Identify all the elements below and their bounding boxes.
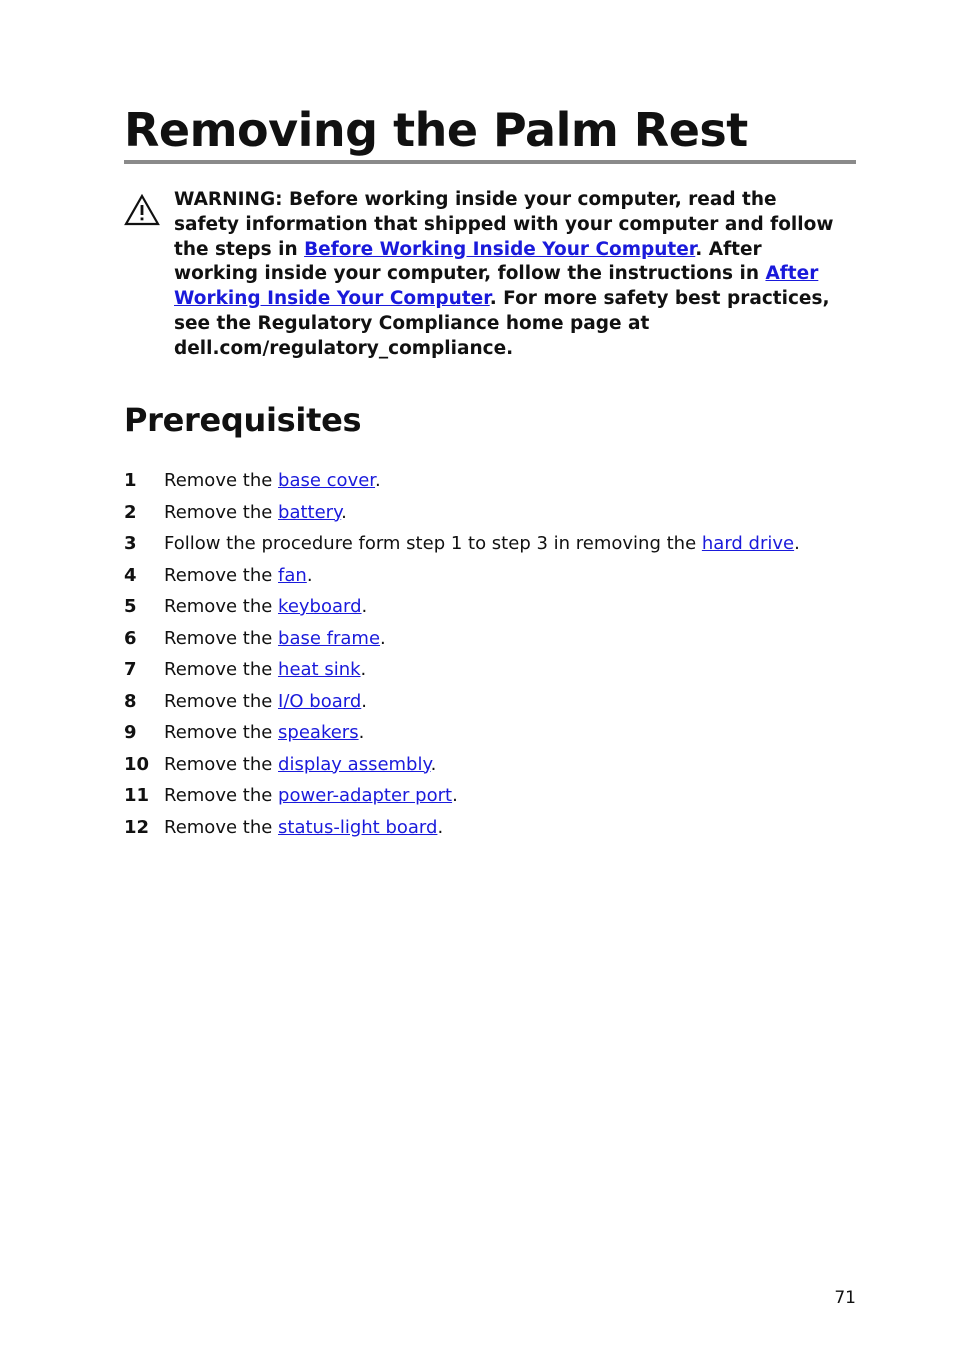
step-suffix: . <box>361 596 368 617</box>
step-text <box>164 686 367 718</box>
step-number: 8 <box>124 690 137 712</box>
step-link[interactable]: base cover <box>278 470 376 491</box>
step-prefix: Remove the <box>164 501 279 523</box>
step-number: 1 <box>124 470 137 491</box>
step-prefix: Remove the <box>164 564 279 586</box>
step-link[interactable]: hard drive <box>701 533 795 554</box>
step-link[interactable]: status-light board <box>278 816 438 838</box>
step-text <box>164 749 436 781</box>
step-number: 10 <box>124 753 150 775</box>
list-item <box>124 528 856 560</box>
warning-text-part: WARNING: Before working inside your computer, read the safety information that shipped with your computer and follow the steps in <box>174 189 834 260</box>
step-prefix: Remove the <box>164 722 279 743</box>
step-number: 2 <box>124 501 137 523</box>
step-text <box>164 591 367 623</box>
step-prefix: Remove the <box>164 596 279 617</box>
title-divider <box>124 160 856 164</box>
step-suffix: . <box>437 816 444 838</box>
after-working-link[interactable]: After Working Inside Your Computer <box>174 263 819 310</box>
step-number: 7 <box>124 659 137 680</box>
step-number: 11 <box>124 785 150 806</box>
step-text <box>164 465 381 497</box>
step-link[interactable]: speakers <box>278 722 359 743</box>
list-item <box>124 623 856 655</box>
step-number: 12 <box>124 816 150 838</box>
step-link[interactable]: heat sink <box>278 659 361 680</box>
step-suffix: . <box>360 659 367 680</box>
step-link[interactable]: battery <box>278 501 342 523</box>
list-item <box>124 591 856 623</box>
warning-triangle-icon <box>124 194 160 226</box>
step-prefix: Remove the <box>164 753 279 775</box>
step-prefix: Remove the <box>164 627 279 649</box>
step-number: 4 <box>124 564 137 586</box>
step-prefix: Follow the procedure form step 1 to step 3 in removing the <box>164 533 702 554</box>
step-number: 5 <box>124 596 137 617</box>
step-prefix: Remove the <box>164 690 279 712</box>
prerequisites-heading: Prerequisites <box>124 401 362 439</box>
step-suffix: . <box>341 501 347 523</box>
step-text <box>164 497 347 529</box>
page-number: 71 <box>834 1288 856 1308</box>
list-item <box>124 654 856 686</box>
step-suffix: . <box>375 470 381 491</box>
list-item <box>124 812 856 844</box>
step-prefix: Remove the <box>164 659 279 680</box>
before-working-link[interactable]: Before Working Inside Your Computer <box>304 238 696 260</box>
step-link[interactable]: power-adapter port <box>278 785 453 806</box>
step-number: 9 <box>124 722 137 743</box>
step-suffix: . <box>794 533 800 554</box>
step-text <box>164 717 364 749</box>
step-text <box>164 812 443 844</box>
warning-text <box>174 188 844 362</box>
step-link[interactable]: I/O board <box>278 690 362 712</box>
list-item <box>124 780 856 812</box>
step-text <box>164 654 366 686</box>
page-title: Removing the Palm Rest <box>124 103 748 157</box>
list-item <box>124 686 856 718</box>
list-item <box>124 560 856 592</box>
step-link[interactable]: base frame <box>278 627 381 649</box>
step-link[interactable]: fan <box>278 564 307 586</box>
step-link[interactable]: display assembly <box>278 753 431 775</box>
step-suffix: . <box>430 753 437 775</box>
step-suffix: . <box>306 564 313 586</box>
step-number: 6 <box>124 627 137 649</box>
step-prefix: Remove the <box>164 785 279 806</box>
prerequisites-list <box>124 465 856 843</box>
step-prefix: Remove the <box>164 816 279 838</box>
step-suffix: . <box>452 785 458 806</box>
step-text <box>164 560 313 592</box>
warning-text-part: . After working inside your computer, follow the instructions in <box>174 238 766 285</box>
step-prefix: Remove the <box>164 470 279 491</box>
warning-text-part: . For more safety best practices, see the Regulatory Compliance home page at dell.com/regulatory_compliance. <box>174 288 830 359</box>
step-text <box>164 780 458 812</box>
step-number: 3 <box>124 533 137 554</box>
list-item <box>124 497 856 529</box>
list-item <box>124 717 856 749</box>
step-suffix: . <box>380 627 386 649</box>
step-suffix: . <box>358 722 365 743</box>
step-link[interactable]: keyboard <box>278 596 362 617</box>
step-suffix: . <box>361 690 368 712</box>
list-item <box>124 749 856 781</box>
step-text <box>164 623 386 655</box>
list-item <box>124 465 856 497</box>
step-text <box>164 528 800 560</box>
